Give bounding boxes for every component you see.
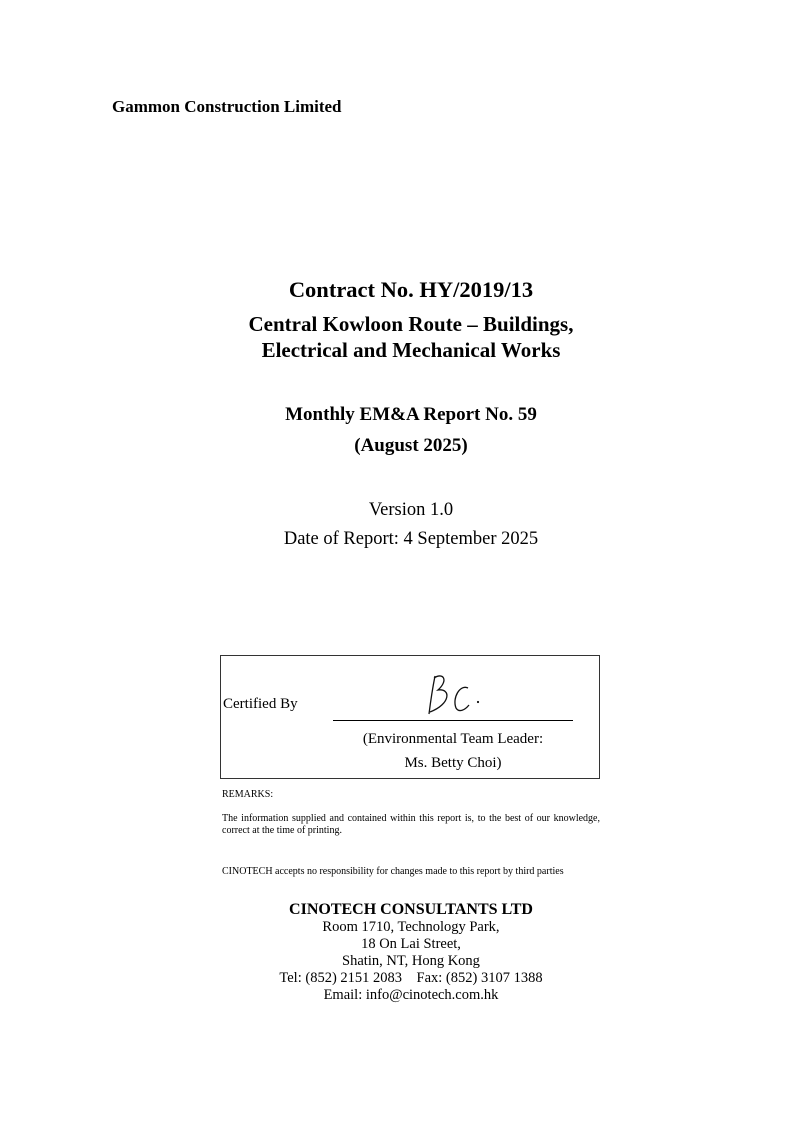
remarks-accuracy: The information supplied and contained within this report is, to the best of our knowledge, correct at the time of printing. xyxy=(222,813,600,836)
consultant-address-3: Shatin, NT, Hong Kong xyxy=(342,953,480,969)
report-name: Monthly EM&A Report No. 59 xyxy=(285,404,537,425)
consultant-name: CINOTECH CONSULTANTS LTD xyxy=(289,901,533,918)
consultant-address-1: Room 1710, Technology Park, xyxy=(322,919,500,935)
project-title-line-1: Central Kowloon Route – Buildings, xyxy=(248,312,574,336)
report-version: Version 1.0 xyxy=(368,500,454,520)
report-period: (August 2025) xyxy=(354,435,468,456)
remarks-label: REMARKS: xyxy=(222,789,274,800)
client-name: Gammon Construction Limited xyxy=(112,97,342,116)
report-date: Date of Report: 4 September 2025 xyxy=(283,529,539,549)
consultant-email: Email: info@cinotech.com.hk xyxy=(323,987,499,1003)
project-title-line-2: Electrical and Mechanical Works xyxy=(261,338,561,362)
contract-number: Contract No. HY/2019/13 xyxy=(288,277,534,302)
certification-box xyxy=(220,655,600,779)
certified-by-label: Certified By xyxy=(223,696,298,712)
version-block xyxy=(200,496,622,554)
remarks-responsibility: CINOTECH accepts no responsibility for changes made to this report by third parties xyxy=(222,866,564,877)
consultant-block xyxy=(200,900,622,1004)
report-block xyxy=(200,402,622,459)
signature-image xyxy=(421,670,493,720)
team-leader-role: (Environmental Team Leader: xyxy=(362,731,544,747)
team-leader-name: Ms. Betty Choi) xyxy=(404,755,502,771)
consultant-address-2: 18 On Lai Street, xyxy=(361,936,461,952)
title-block xyxy=(200,276,622,363)
consultant-phone-fax: Tel: (852) 2151 2083 Fax: (852) 3107 1388 xyxy=(279,970,543,986)
signature-line xyxy=(333,720,573,721)
project-title xyxy=(200,311,622,363)
